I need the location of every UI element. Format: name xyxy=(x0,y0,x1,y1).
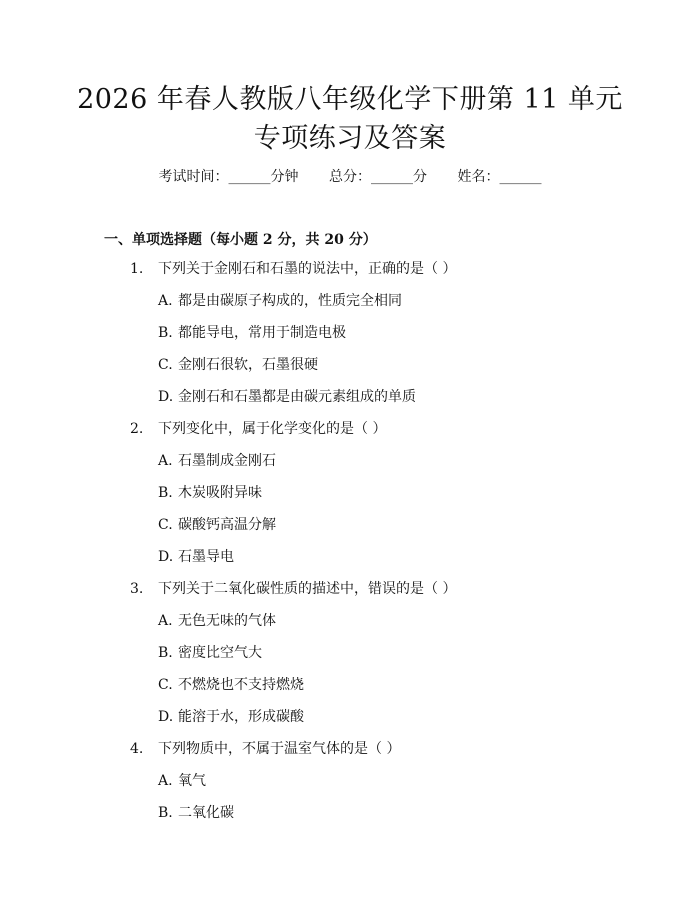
name-field: 姓名：______ xyxy=(457,169,542,185)
option-text: 氧气 xyxy=(178,773,206,789)
option-letter: D. xyxy=(158,709,174,725)
option-3a xyxy=(158,610,276,632)
option-letter: B. xyxy=(158,485,173,501)
option-text: 密度比空气大 xyxy=(178,645,262,661)
option-letter: D. xyxy=(158,549,174,565)
option-text: 金刚石很软，石墨很硬 xyxy=(178,357,318,373)
option-letter: B. xyxy=(158,325,173,341)
question-1 xyxy=(130,258,456,280)
option-3d xyxy=(158,706,304,728)
option-text: 石墨制成金刚石 xyxy=(178,453,276,469)
option-text: 能溶于水，形成碳酸 xyxy=(178,709,304,725)
question-text: 下列关于二氧化碳性质的描述中，错误的是（ ） xyxy=(158,581,457,597)
option-letter: C. xyxy=(158,677,173,693)
option-letter: C. xyxy=(158,517,173,533)
section-title: 一、单项选择题（每小题 2 分，共 20 分） xyxy=(104,232,377,248)
question-4 xyxy=(130,738,400,760)
question-number: 4. xyxy=(130,741,144,757)
question-number: 1. xyxy=(130,261,144,277)
option-letter: B. xyxy=(158,805,173,821)
option-text: 不燃烧也不支持燃烧 xyxy=(178,677,304,693)
option-letter: A. xyxy=(158,453,173,469)
option-text: 都是由碳原子构成的，性质完全相同 xyxy=(178,293,402,309)
option-text: 金刚石和石墨都是由碳元素组成的单质 xyxy=(178,389,416,405)
question-text: 下列变化中，属于化学变化的是（ ） xyxy=(158,421,387,437)
option-1b xyxy=(158,322,346,344)
option-2d xyxy=(158,546,234,568)
option-1c xyxy=(158,354,318,376)
page-title-line-2: 专项练习及答案 xyxy=(253,123,447,154)
question-text: 下列物质中，不属于温室气体的是（ ） xyxy=(158,741,401,757)
option-4a xyxy=(158,770,206,792)
option-text: 石墨导电 xyxy=(178,549,234,565)
option-text: 二氧化碳 xyxy=(178,805,234,821)
exam-info-row xyxy=(0,167,700,187)
option-text: 无色无味的气体 xyxy=(178,613,276,629)
page-title-line-1: 2026 年春人教版八年级化学下册第 11 单元 xyxy=(77,84,623,115)
question-number: 3. xyxy=(130,581,144,597)
total-score-field: 总分：______分 xyxy=(329,169,427,185)
question-number: 2. xyxy=(130,421,144,437)
option-3b xyxy=(158,642,262,664)
question-2 xyxy=(130,418,386,440)
option-text: 木炭吸附异味 xyxy=(178,485,262,501)
option-letter: A. xyxy=(158,293,173,309)
option-text: 都能导电，常用于制造电极 xyxy=(178,325,346,341)
option-letter: C. xyxy=(158,357,173,373)
option-2a xyxy=(158,450,276,472)
exam-time-field: 考试时间：______分钟 xyxy=(158,169,299,185)
question-3 xyxy=(130,578,456,600)
option-2c xyxy=(158,514,276,536)
option-text: 碳酸钙高温分解 xyxy=(178,517,276,533)
option-letter: B. xyxy=(158,645,173,661)
option-1a xyxy=(158,290,402,312)
option-2b xyxy=(158,482,262,504)
question-text: 下列关于金刚石和石墨的说法中，正确的是（ ） xyxy=(158,261,457,277)
option-4b xyxy=(158,802,234,824)
option-3c xyxy=(158,674,304,696)
option-letter: A. xyxy=(158,773,173,789)
option-letter: A. xyxy=(158,613,173,629)
option-1d xyxy=(158,386,416,408)
option-letter: D. xyxy=(158,389,174,405)
